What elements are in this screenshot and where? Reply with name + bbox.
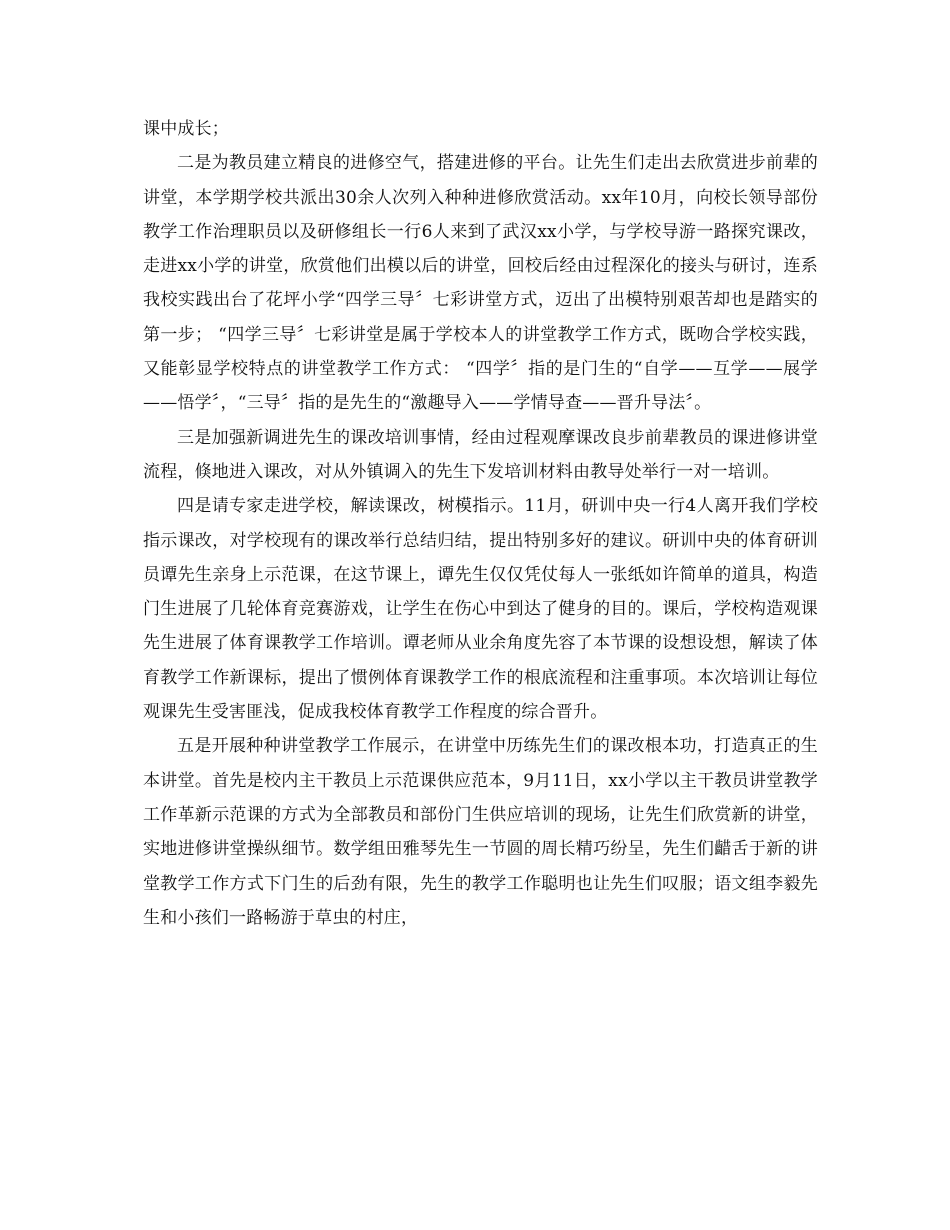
paragraph-item-four: 四是请专家走进学校，解读课改，树模指示。11月，研训中央一行4人离开我们学校指示课改，对学校现有的课改举行总结归结，提出特别多好的建议。研训中央的体育研训员谭先生亲身上示范课，在这节课上，谭先生仅仅凭仗每人一张纸如许简单的道具，构造门生进展了几轮体育竞赛游戏，让学生在伤心中到达了健身的目的。课后，学校构造观课先生进展了体育课教学工作培训。谭老师从业余角度先容了本节课的设想设想，解读了体育教学工作新课标，提出了惯例体育课教学工作的根底流程和注重事项。本次培训让每位观课先生受害匪浅，促成我校体育教学工作程度的综合晋升。 xyxy=(143,496,818,723)
paragraph-continuation: 课中成长； xyxy=(143,119,229,139)
document-body xyxy=(143,112,818,935)
paragraph-item-three: 三是加强新调进先生的课改培训事情，经由过程观摩课改良步前辈教员的课进修讲堂流程，倏地进入课改，对从外镇调入的先生下发培训材料由教导处举行一对一培训。 xyxy=(143,427,818,482)
paragraph-item-two: 二是为教员建立精良的进修空气，搭建进修的平台。让先生们走出去欣赏进步前辈的讲堂，本学期学校共派出30余人次列入种种进修欣赏活动。xx年10月，向校长领导部份教学工作治理职员以及研修组长一行6人来到了武汉xx小学，与学校导游一路探究课改，走进xx小学的讲堂，欣赏他们出模以后的讲堂，回校后经由过程深化的接头与研讨，连系我校实践出台了花坪小学“四学三导〞七彩讲堂方式，迈出了出模特别艰苦却也是踏实的第一步； “四学三导〞七彩讲堂是属于学校本人的讲堂教学工作方式，既吻合学校实践，又能彰显学校特点的讲堂教学工作方式： “四学〞指的是门生的“自学——互学——展学——悟学〞，“三导〞指的是先生的“激趣导入——学情导查——晋升导法〞。 xyxy=(143,153,818,414)
paragraph-item-five: 五是开展种种讲堂教学工作展示，在讲堂中历练先生们的课改根本功，打造真正的生本讲堂。首先是校内主干教员上示范课供应范本，9月11日，xx小学以主干教员讲堂教学工作革新示范课的方式为全部教员和部份门生供应培训的现场，让先生们欣赏新的讲堂，实地进修讲堂操纵细节。数学组田雅琴先生一节圆的周长精巧纷呈，先生们齰舌于新的讲堂教学工作方式下门生的后劲有限，先生的教学工作聪明也让先生们叹服；语文组李毅先生和小孩们一路畅游于草虫的村庄， xyxy=(143,736,818,928)
